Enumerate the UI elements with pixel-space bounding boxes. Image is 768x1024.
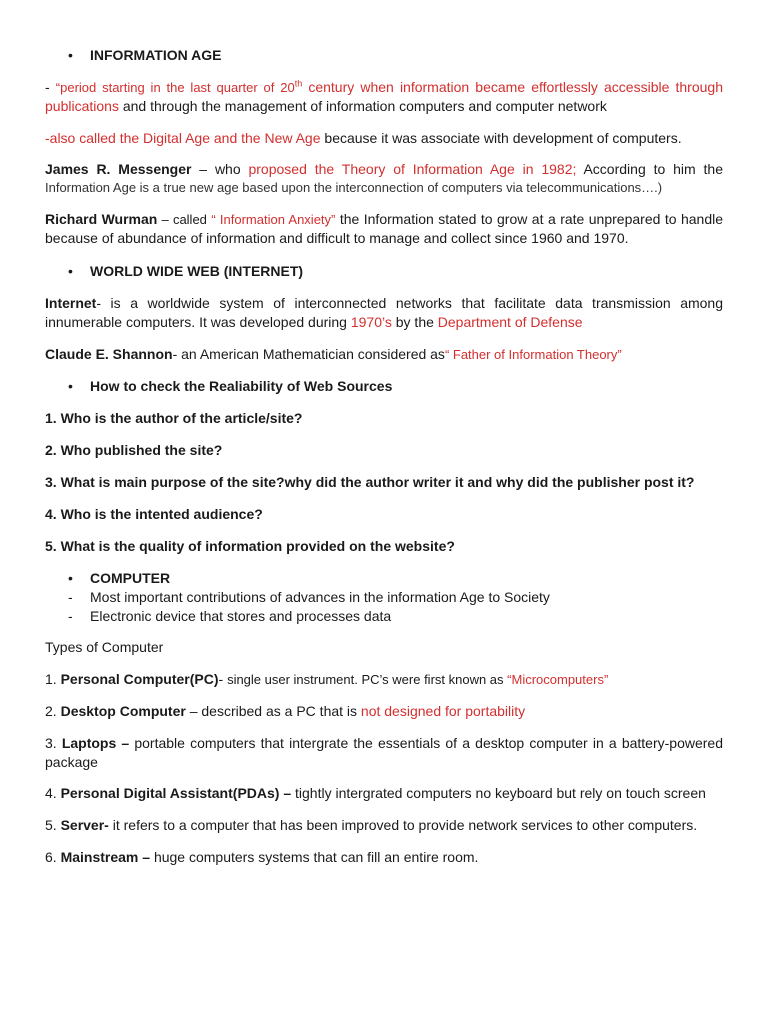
paragraph-shannon: Claude E. Shannon- an American Mathematician considered as“ Father of Information Theory” [45, 346, 622, 362]
paragraph-wurman-line2: because of abundance of information and difficult to manage and collect since 1960 and 1970. [45, 230, 629, 246]
question-item: 1. Who is the author of the article/site? [45, 410, 303, 426]
dash-icon: - [68, 589, 73, 605]
type-item-laptops-line1: 3. Laptops – portable computers that intergrate the essentials of a desktop computer in a battery-powered [45, 735, 723, 751]
type-item-laptops-line2: package [45, 754, 98, 770]
types-heading: Types of Computer [45, 639, 164, 655]
section-heading-world-wide-web: WORLD WIDE WEB (INTERNET) [90, 263, 304, 279]
question-item: 5. What is the quality of information provided on the website? [45, 538, 455, 554]
paragraph-messenger-line2: Information Age is a true new age based upon the interconnection of computers via telecommunications….) [45, 180, 663, 195]
paragraph-wurman-line1: Richard Wurman – called “ Information Anxiety” the Information stated to grow at a rate unprepared to handle [45, 211, 724, 227]
type-item-pda: 4. Personal Digital Assistant(PDAs) – tightly intergrated computers no keyboard but rely on touch screen [45, 785, 706, 801]
bullet-icon: • [68, 47, 73, 63]
paragraph-internet-line2: innumerable computers. It was developed during 1970’s by the Department of Defense [45, 314, 583, 330]
dash-icon: - [68, 608, 73, 624]
section-heading-computer: COMPUTER [90, 570, 171, 586]
question-item: 3. What is main purpose of the site?why did the author writer it and why did the publisher post it? [45, 474, 695, 490]
section-heading-information-age: INFORMATION AGE [90, 47, 222, 63]
type-item-personal-computer: 1. Personal Computer(PC)- single user instrument. PC’s were first known as “Microcomputers” [45, 671, 609, 687]
computer-list-item: Electronic device that stores and processes data [90, 608, 392, 624]
bullet-icon: • [68, 570, 73, 586]
paragraph-digital-age: -also called the Digital Age and the New Age because it was associate with development of computers. [45, 130, 682, 146]
paragraph-period-line1: - “period starting in the last quarter of 20th century when information became effortlessly accessible through [45, 78, 723, 95]
paragraph-internet-line1: Internet- is a worldwide system of interconnected networks that facilitate data transmission among [45, 295, 723, 311]
bullet-icon: • [68, 378, 73, 394]
question-item: 4. Who is the intented audience? [45, 506, 263, 522]
section-heading-reliability: How to check the Realiability of Web Sources [90, 378, 393, 394]
type-item-server: 5. Server- it refers to a computer that has been improved to provide network services to other computers. [45, 817, 698, 833]
computer-list-item: Most important contributions of advances in the information Age to Society [90, 589, 550, 605]
question-item: 2. Who published the site? [45, 442, 223, 458]
paragraph-period-line2: publications and through the management of information computers and computer network [45, 98, 607, 114]
type-item-mainstream: 6. Mainstream – huge computers systems that can fill an entire room. [45, 849, 479, 865]
bullet-icon: • [68, 263, 73, 279]
paragraph-messenger-line1: James R. Messenger – who proposed the Theory of Information Age in 1982; According to him the [45, 161, 723, 177]
type-item-desktop-computer: 2. Desktop Computer – described as a PC that is not designed for portability [45, 703, 526, 719]
